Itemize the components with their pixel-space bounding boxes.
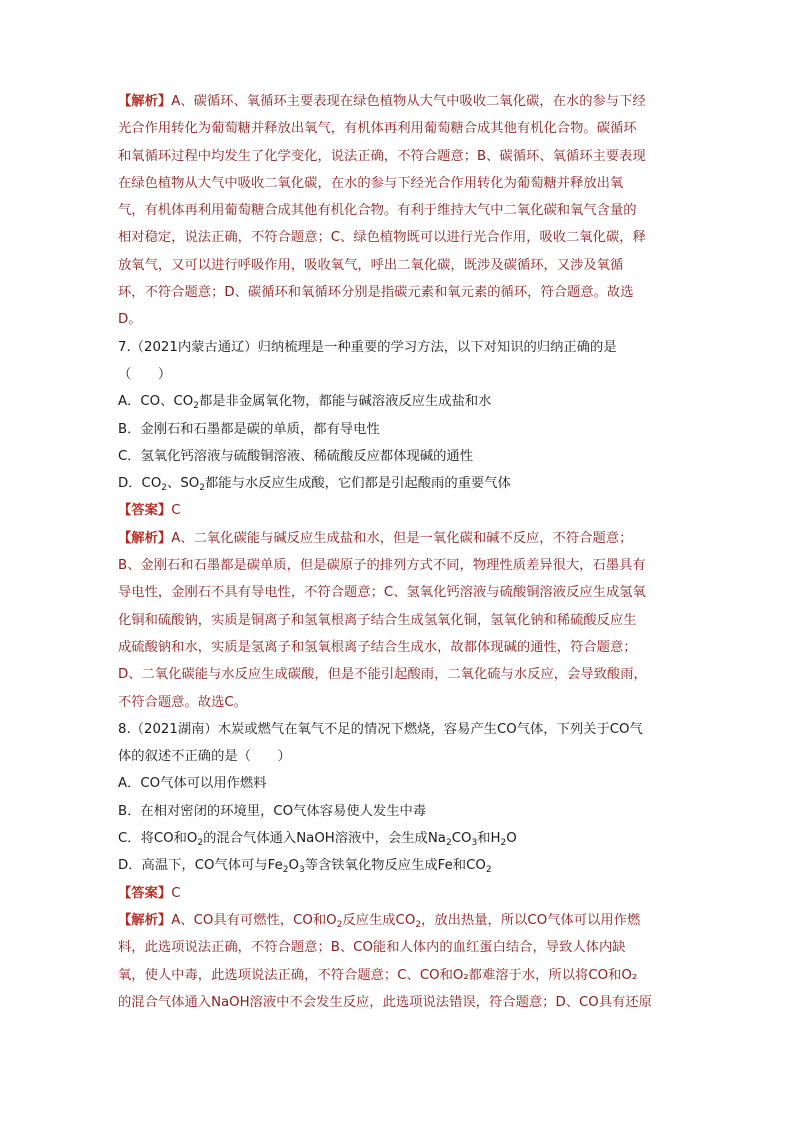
line-text: （ ） xyxy=(118,366,172,382)
line-text: C xyxy=(171,885,181,901)
answer-line xyxy=(118,497,674,524)
line-text: B、金刚石和石墨都是碳单质，但是碳原子的排列方式不同，物理性质差异很大，石墨具有 xyxy=(118,558,646,574)
question-line xyxy=(118,334,674,361)
line-text: D．$CO_2$、$SO_2$都能与水反应生成酸，它们都是引起酸雨的重要气体 xyxy=(118,476,511,494)
analysis-line xyxy=(118,143,674,170)
analysis-line xyxy=(118,115,674,142)
line-text: C．将CO和$O_2$的混合气体通入NaOH溶液中，会生成$Na_2CO_3$和$H_2O$ xyxy=(118,831,517,849)
question-line xyxy=(118,443,674,470)
question-line xyxy=(118,852,674,879)
analysis-line xyxy=(118,962,674,989)
line-text: A．CO、$CO_2$都是非金属氧化物，都能与碱溶液反应生成盐和水 xyxy=(118,394,492,412)
question-line xyxy=(118,470,674,497)
analysis-line xyxy=(118,88,674,115)
analysis-line xyxy=(118,989,674,1016)
analysis-line xyxy=(118,170,674,197)
analysis-line xyxy=(118,552,674,579)
line-text: C xyxy=(171,503,181,519)
line-text: A、CO具有可燃性，CO和$O_2$反应生成$CO_2$，放出热量，所以CO气体可以用作燃 xyxy=(171,912,641,930)
line-text: 体的叙述不正确的是（ ） xyxy=(118,749,291,765)
line-text: 的混合气体通入NaOH溶液中不会发生反应，此选项说法错误，符合题意；D、CO具有还原 xyxy=(118,994,652,1010)
line-text: A、碳循环、氧循环主要表现在绿色植物从大气中吸收二氧化碳，在水的参与下经 xyxy=(171,94,646,109)
line-text: 放氧气，又可以进行呼吸作用，吸收氧气，呼出二氧化碳，既涉及碳循环，又涉及氧循 xyxy=(118,257,624,273)
line-text: 料，此选项说法正确，不符合题意；B、CO能和人体内的血红蛋白结合，导致人体内缺 xyxy=(118,940,626,956)
line-text: A、二氧化碳能与碱反应生成盐和水，但是一氧化碳和碱不反应，不符合题意； xyxy=(171,530,633,546)
line-text: 8.（2021湖南）木炭或燃气在氧气不足的情况下燃烧，容易产生CO气体，下列关于CO气 xyxy=(118,721,643,737)
answer-tag: 【答案】 xyxy=(118,885,172,901)
analysis-tag: 【解析】 xyxy=(118,530,172,546)
line-text: D、二氧化碳能与水反应生成碳酸，但是不能引起酸雨，二氧化硫与水反应，会导致酸雨， xyxy=(118,667,647,683)
line-text: 环，不符合题意；D、碳循环和氧循环分别是指碳元素和氧元素的循环，符合题意。故选 xyxy=(118,285,634,301)
question-line xyxy=(118,798,674,825)
analysis-line xyxy=(118,579,674,606)
analysis-line xyxy=(118,634,674,661)
analysis-tag: 【解析】 xyxy=(118,94,172,109)
document-body xyxy=(118,88,674,1016)
line-text: C．氢氧化钙溶液与硫酸铜溶液、稀硫酸反应都体现碱的通性 xyxy=(118,448,474,464)
line-text: 气，有机体再利用葡萄糖合成其他有机化合物。有利于维持大气中二氧化碳和氧气含量的 xyxy=(118,203,637,219)
question-line xyxy=(118,388,674,415)
question-line xyxy=(118,716,674,743)
analysis-line xyxy=(118,689,674,716)
question-line xyxy=(118,825,674,852)
analysis-line xyxy=(118,907,674,934)
line-text: 氧，使人中毒，此选项说法正确，不符合题意；C、CO和O₂都难溶于水，所以将CO和O₂ xyxy=(118,967,638,983)
line-text: 化铜和硫酸钠，实质是铜离子和氢氧根离子结合生成氢氧化铜，氢氧化钠和稀硫酸反应生 xyxy=(118,612,637,628)
analysis-line xyxy=(118,525,674,552)
line-text: B．金刚石和石墨都是碳的单质，都有导电性 xyxy=(118,421,380,437)
answer-line xyxy=(118,880,674,907)
analysis-line xyxy=(118,306,674,333)
question-line xyxy=(118,416,674,443)
line-text: D．高温下，CO气体可与$Fe_2O_3$等含铁氧化物反应生成Fe和$CO_2$ xyxy=(118,858,492,876)
answer-tag: 【答案】 xyxy=(118,503,172,519)
line-text: B．在相对密闭的环境里，CO气体容易使人发生中毒 xyxy=(118,803,427,819)
line-text: 光合作用转化为葡萄糖并释放出氧气，有机体再利用葡萄糖合成其他有机化合物。碳循环 xyxy=(118,121,637,137)
analysis-line xyxy=(118,252,674,279)
analysis-tag: 【解析】 xyxy=(118,912,172,928)
analysis-line xyxy=(118,279,674,306)
line-text: A．CO气体可以用作燃料 xyxy=(118,776,267,792)
line-text: 相对稳定，说法正确，不符合题意；C、绿色植物既可以进行光合作用，吸收二氧化碳，释 xyxy=(118,230,646,246)
question-line xyxy=(118,361,674,388)
line-text: 7.（2021内蒙古通辽）归纳梳理是一种重要的学习方法，以下对知识的归纳正确的是 xyxy=(118,339,617,355)
line-text: 在绿色植物从大气中吸收二氧化碳，在水的参与下经光合作用转化为葡萄糖并释放出氧 xyxy=(118,175,624,191)
line-text: 不符合题意。故选C。 xyxy=(118,694,247,710)
line-text: 导电性，金刚石不具有导电性，不符合题意；C、氢氧化钙溶液与硫酸铜溶液反应生成氢氧 xyxy=(118,585,646,601)
analysis-line xyxy=(118,197,674,224)
line-text: 和氧循环过程中均发生了化学变化，说法正确，不符合题意；B、碳循环、氧循环主要表现 xyxy=(118,148,646,164)
question-line xyxy=(118,743,674,770)
analysis-line xyxy=(118,607,674,634)
line-text: D。 xyxy=(118,312,142,328)
analysis-line xyxy=(118,661,674,688)
question-line xyxy=(118,770,674,797)
analysis-line xyxy=(118,224,674,251)
line-text: 成硫酸钠和水，实质是氢离子和氢氧根离子结合生成水，故都体现碱的通性，符合题意； xyxy=(118,639,637,655)
analysis-line xyxy=(118,934,674,961)
